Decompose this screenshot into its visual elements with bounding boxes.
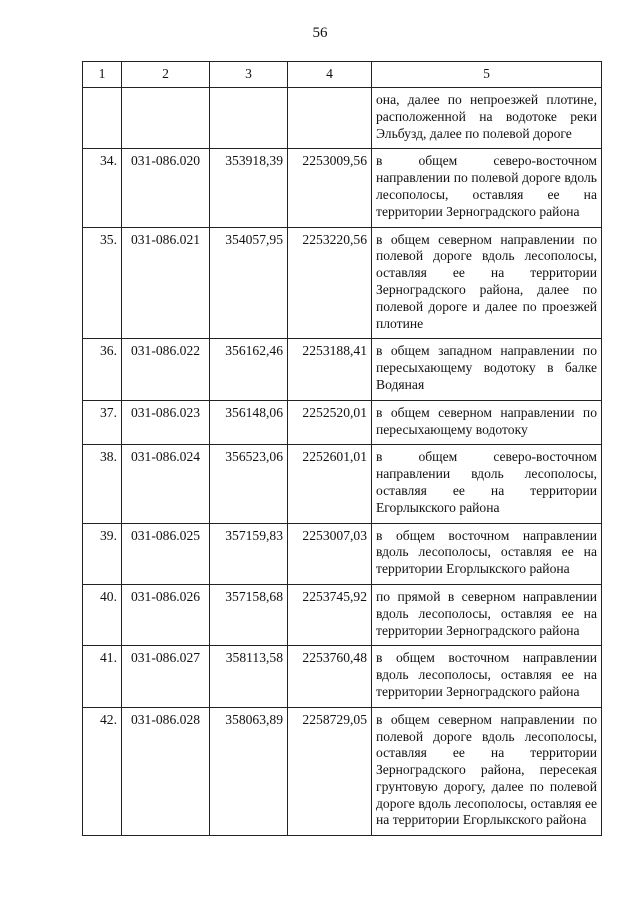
coordinate-y-cell: 2252520,01 — [288, 400, 372, 445]
description-cell: в общем северо-восточном направлении по полевой дороге вдоль лесополосы, оставляя ее на территории Зерноградского района — [372, 149, 602, 227]
row-number-cell: 42. — [83, 707, 122, 836]
description-cell: в общем северном направлении по полевой дороге вдоль лесополосы, оставляя ее на территории Зерноградского района, далее по полевой дороге и далее по проезжей плотине — [372, 227, 602, 339]
point-code-cell: 031-086.028 — [122, 707, 210, 836]
point-code-cell: 031-086.021 — [122, 227, 210, 339]
row-number-cell: 39. — [83, 523, 122, 584]
coordinate-x-cell: 357158,68 — [210, 584, 288, 645]
coordinate-y-cell — [288, 88, 372, 149]
table-row — [83, 339, 602, 400]
coordinate-x-cell — [210, 88, 288, 149]
description-cell: в общем восточном направлении вдоль лесополосы, оставляя ее на территории Егорлыкского района — [372, 523, 602, 584]
coordinate-x-cell: 356162,46 — [210, 339, 288, 400]
coordinate-x-cell: 354057,95 — [210, 227, 288, 339]
coordinate-y-cell: 2252601,01 — [288, 445, 372, 523]
coordinate-x-cell: 358063,89 — [210, 707, 288, 836]
description-cell: в общем северном направлении по пересыхающему водотоку — [372, 400, 602, 445]
coordinate-x-cell: 356148,06 — [210, 400, 288, 445]
row-number-cell: 35. — [83, 227, 122, 339]
point-code-cell: 031-086.024 — [122, 445, 210, 523]
point-code-cell: 031-086.026 — [122, 584, 210, 645]
row-number-cell — [83, 88, 122, 149]
point-code-cell: 031-086.023 — [122, 400, 210, 445]
coordinate-y-cell: 2253188,41 — [288, 339, 372, 400]
row-number-cell: 34. — [83, 149, 122, 227]
description-cell: в общем северо-восточном направлении вдоль лесополосы, оставляя ее на территории Егорлыкского района — [372, 445, 602, 523]
point-code-cell — [122, 88, 210, 149]
boundary-table — [82, 61, 602, 836]
point-code-cell: 031-086.022 — [122, 339, 210, 400]
column-header: 1 — [83, 62, 122, 88]
table-row — [83, 646, 602, 707]
description-cell: по прямой в северном направлении вдоль лесополосы, оставляя ее на территории Зерноградского района — [372, 584, 602, 645]
point-code-cell: 031-086.027 — [122, 646, 210, 707]
row-number-cell: 37. — [83, 400, 122, 445]
page-number: 56 — [312, 25, 328, 41]
row-number-cell: 40. — [83, 584, 122, 645]
column-header: 3 — [210, 62, 288, 88]
description-cell: в общем западном направлении по пересыхающему водотоку в балке Водяная — [372, 339, 602, 400]
point-code-cell: 031-086.025 — [122, 523, 210, 584]
table-body — [83, 62, 602, 836]
column-header: 2 — [122, 62, 210, 88]
description-cell: в общем северном направлении по полевой дороге вдоль лесополосы, оставляя ее на территории Зерноградского района, пересекая грунтовую дорогу, далее по полевой дороге вдоль лесополосы, оставляя ее на территории Егорлыкского района — [372, 707, 602, 836]
coordinate-y-cell: 2253745,92 — [288, 584, 372, 645]
table-row — [83, 707, 602, 836]
row-number-cell: 38. — [83, 445, 122, 523]
coordinate-y-cell: 2258729,05 — [288, 707, 372, 836]
coordinate-x-cell: 358113,58 — [210, 646, 288, 707]
table-row — [83, 227, 602, 339]
row-number-cell: 36. — [83, 339, 122, 400]
point-code-cell: 031-086.020 — [122, 149, 210, 227]
coordinate-y-cell: 2253760,48 — [288, 646, 372, 707]
coordinate-y-cell: 2253220,56 — [288, 227, 372, 339]
coordinate-x-cell: 353918,39 — [210, 149, 288, 227]
coordinate-x-cell: 356523,06 — [210, 445, 288, 523]
table-row — [83, 88, 602, 149]
table-header-row — [83, 62, 602, 88]
column-header: 4 — [288, 62, 372, 88]
table-row — [83, 523, 602, 584]
description-cell: в общем восточном направлении вдоль лесополосы, оставляя ее на территории Зерноградского района — [372, 646, 602, 707]
table-row — [83, 584, 602, 645]
table-row — [83, 445, 602, 523]
description-cell: она, далее по непроезжей плотине, расположенной на водотоке реки Эльбузд, далее по полевой дороге — [372, 88, 602, 149]
table-row — [83, 149, 602, 227]
table-row — [83, 400, 602, 445]
coordinate-x-cell: 357159,83 — [210, 523, 288, 584]
coordinate-y-cell: 2253009,56 — [288, 149, 372, 227]
column-header: 5 — [372, 62, 602, 88]
coordinate-y-cell: 2253007,03 — [288, 523, 372, 584]
row-number-cell: 41. — [83, 646, 122, 707]
